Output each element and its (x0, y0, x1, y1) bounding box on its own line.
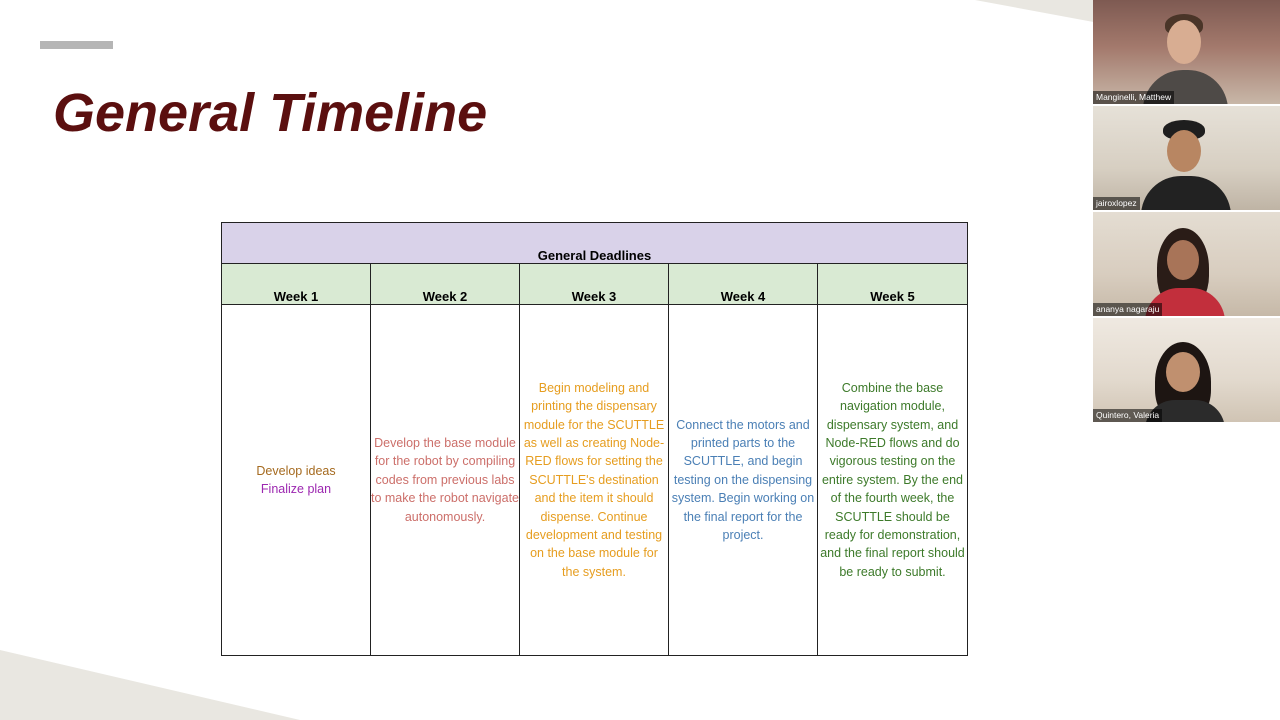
week-1-cell (222, 305, 371, 656)
week-4-cell (669, 305, 818, 656)
participant-name-4: Quintero, Valeria (1093, 409, 1162, 422)
table-header: General Deadlines (222, 223, 968, 264)
week-5-cell (818, 305, 968, 656)
participant-tile-2[interactable] (1093, 106, 1280, 210)
participant-tile-4[interactable] (1093, 318, 1280, 422)
week-4-task: Connect the motors and printed parts to the SCUTTLE, and begin testing on the dispensing system. Begin working on the final report for the project. (671, 417, 815, 543)
deadlines-table (221, 222, 968, 656)
week-3-header: Week 3 (520, 264, 669, 305)
participant-video-strip (1093, 0, 1280, 422)
week-3-task: Begin modeling and printing the dispensary module for the SCUTTLE as well as creating Node-RED flows for setting the SCUTTLE's destination and the item it should dispense. Continue development and testing on the base module for the system. (523, 380, 665, 579)
week-1-task-finalize: Finalize plan (260, 482, 332, 496)
week-2-task: Develop the base module for the robot by compiling codes from previous labs to make the robot navigate autonomously. (371, 435, 520, 524)
week-2-cell (371, 305, 520, 656)
participant-name-1: Manginelli, Matthew (1093, 91, 1174, 104)
table-header-row (222, 223, 968, 264)
week-5-header: Week 5 (818, 264, 968, 305)
title-accent-bar (40, 41, 113, 49)
participant-tile-3[interactable] (1093, 212, 1280, 316)
week-tasks-row (222, 305, 968, 656)
week-header-row (222, 264, 968, 305)
week-4-header: Week 4 (669, 264, 818, 305)
week-2-header: Week 2 (371, 264, 520, 305)
participant-name-3: ananya nagaraju (1093, 303, 1162, 316)
participant-tile-1[interactable] (1093, 0, 1280, 104)
slide-title: General Timeline (53, 83, 488, 143)
week-5-task: Combine the base navigation module, dispensary system, and Node-RED flows and do vigorous testing on the entire system. By the end of the fourth week, the SCUTTLE should be ready for demonstration, and the final report should be ready to submit. (820, 380, 965, 579)
decorative-wedge-bottom (0, 650, 300, 720)
week-1-header: Week 1 (222, 264, 371, 305)
week-3-cell (520, 305, 669, 656)
participant-name-2: jairoxlopez (1093, 197, 1140, 210)
week-1-task-develop: Develop ideas (256, 463, 336, 478)
